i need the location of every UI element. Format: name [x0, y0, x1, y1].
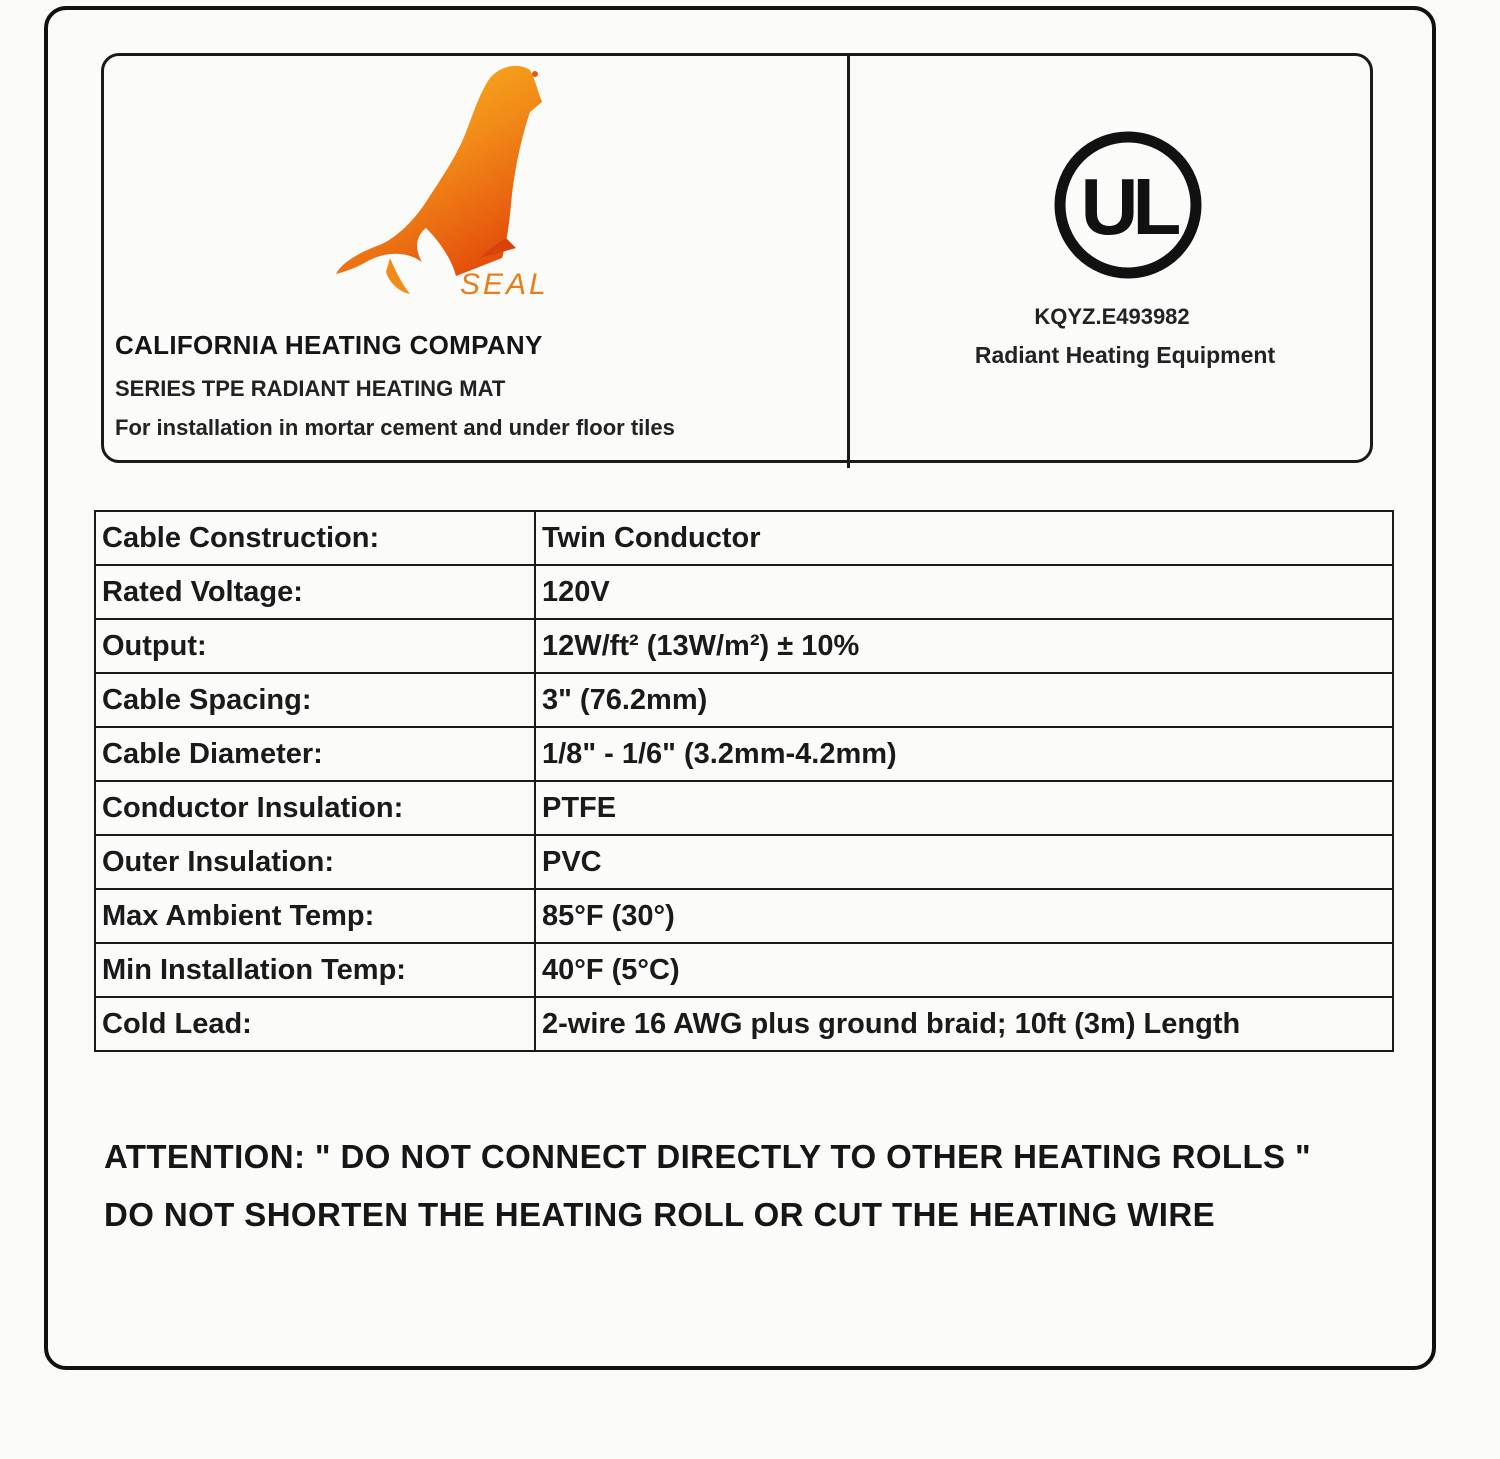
logo-wordmark: SEAL [460, 268, 549, 301]
table-row [95, 835, 1393, 889]
attention-warning: ATTENTION: " DO NOT CONNECT DIRECTLY TO OTHER HEATING ROLLS " [104, 1138, 1312, 1175]
spec-label: Cold Lead: [95, 997, 535, 1051]
cut-warning: DO NOT SHORTEN THE HEATING ROLL OR CUT THE HEATING WIRE [104, 1196, 1215, 1233]
certification-number: KQYZ.E493982 [1034, 304, 1190, 329]
spec-label: Output: [95, 619, 535, 673]
spec-value: Twin Conductor [535, 511, 1393, 565]
spec-label: Min Installation Temp: [95, 943, 535, 997]
spec-value: 12W/ft² (13W/m²) ± 10% [535, 619, 1393, 673]
spec-value: 3" (76.2mm) [535, 673, 1393, 727]
spec-value: 120V [535, 565, 1393, 619]
spec-value: 1/8" - 1/6" (3.2mm-4.2mm) [535, 727, 1393, 781]
table-row [95, 997, 1393, 1051]
ul-certification-icon [1053, 130, 1203, 280]
table-row [95, 619, 1393, 673]
table-row [95, 781, 1393, 835]
product-series: SERIES TPE RADIANT HEATING MAT [115, 376, 506, 401]
table-row [95, 673, 1393, 727]
table-row [95, 943, 1393, 997]
installation-note: For installation in mortar cement and under floor tiles [115, 415, 675, 440]
table-row [95, 565, 1393, 619]
company-name: CALIFORNIA HEATING COMPANY [115, 330, 543, 360]
spec-value: 40°F (5°C) [535, 943, 1393, 997]
spec-value: 85°F (30°) [535, 889, 1393, 943]
table-row [95, 727, 1393, 781]
spec-label: Outer Insulation: [95, 835, 535, 889]
certification-category: Radiant Heating Equipment [974, 342, 1276, 368]
spec-label: Conductor Insulation: [95, 781, 535, 835]
spec-table [94, 510, 1394, 1052]
spec-label: Max Ambient Temp: [95, 889, 535, 943]
table-row [95, 889, 1393, 943]
spec-label: Cable Diameter: [95, 727, 535, 781]
spec-value: PVC [535, 835, 1393, 889]
table-row [95, 511, 1393, 565]
spec-value: 2-wire 16 AWG plus ground braid; 10ft (3m) Length [535, 997, 1393, 1051]
spec-value: PTFE [535, 781, 1393, 835]
ul-mark-text: UL [1080, 162, 1176, 251]
seal-logo-icon [330, 62, 570, 302]
spec-label: Cable Spacing: [95, 673, 535, 727]
spec-label: Cable Construction: [95, 511, 535, 565]
header-divider [847, 53, 850, 468]
spec-label: Rated Voltage: [95, 565, 535, 619]
